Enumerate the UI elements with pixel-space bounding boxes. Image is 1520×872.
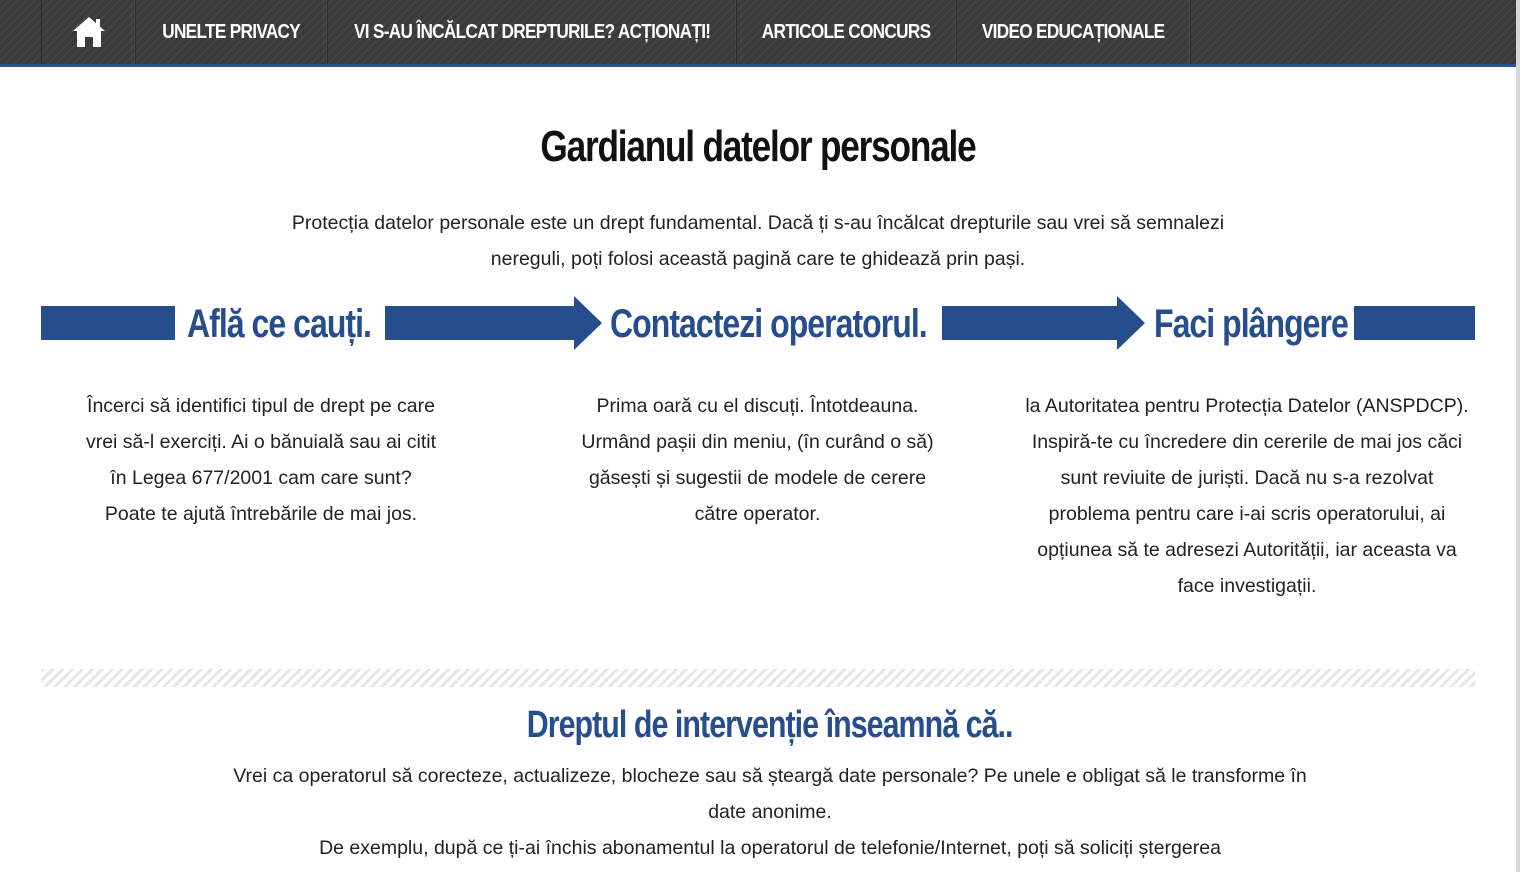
step-arrow-2-bar	[942, 306, 1118, 340]
nav-item-label: VIDEO EDUCAȚIONALE	[982, 20, 1165, 43]
section-paragraph-2: De exemplu, după ce ți-ai închis abonamentul la operatorul de telefonie/Internet, poți să soliciți ștergerea	[319, 837, 1221, 859]
section-paragraph-1: Vrei ca operatorul să corecteze, actualizeze, blocheze sau să șteargă date personale? Pe unele e obligat să le transforme în date anonime.	[233, 765, 1307, 823]
step-title-text: Faci plângere	[1154, 301, 1348, 346]
scrollbar[interactable]	[1516, 0, 1520, 872]
nav-item-articole-concurs[interactable]	[737, 0, 957, 64]
step-bar-left	[41, 306, 175, 340]
step-title-text: Contactezi operatorul.	[610, 301, 927, 346]
nav-menu	[41, 0, 1191, 64]
section-divider	[41, 669, 1475, 687]
step-arrow-2-icon	[1117, 296, 1145, 350]
home-icon	[70, 14, 108, 50]
top-navigation	[0, 0, 1520, 67]
section-title-text: Dreptul de intervenție înseamnă că..	[527, 704, 1013, 746]
nav-item-label: VI S-AU ÎNCĂLCAT DREPTURILE? ACȚIONAȚI!	[353, 20, 711, 43]
page-title-text: Gardianul datelor personale	[540, 122, 976, 171]
step-text-1: Încerci să identifici tipul de drept pe care vrei să-l exerciți. Ai o bănuială sau ai citit în Legea 677/2001 cam care sunt? Poate te ajută întrebările de mai jos.	[85, 395, 437, 525]
step-title-1	[187, 298, 417, 350]
step-bar-right	[1354, 306, 1475, 340]
home-button[interactable]	[42, 0, 136, 64]
step-text-3: la Autoritatea pentru Protecția Datelor (ANSPDCP). Inspiră-te cu încredere din cererile de mai jos căci sunt reviuite de juriști. Dacă nu s-a rezolvat problema pentru care i-ai scris operatorului, ai opțiunea să te adresezi Autorității, iar aceasta va face investigații.	[1025, 395, 1469, 597]
nav-item-label: ARTICOLE CONCURS	[762, 20, 931, 43]
section-title	[0, 704, 1520, 747]
intro-text: Protecția datelor personale este un drept fundamental. Dacă ți s-au încălcat drepturile sau vrei să semnalezi nereguli, poți folosi această pagină care te ghidează prin pași.	[291, 212, 1225, 270]
step-text-2: Prima oară cu el discuți. Întotdeauna. Urmând pașii din meniu, (în curând o să) găsești și sugestii de modele de cerere către operator.	[581, 395, 934, 525]
step-arrow-1-icon	[574, 296, 602, 350]
section-text	[220, 758, 1320, 866]
nav-item-unelte-privacy[interactable]	[136, 0, 328, 64]
steps-banner	[0, 296, 1520, 352]
nav-item-drepturi-incalcate[interactable]	[328, 0, 737, 64]
nav-item-video-educationale[interactable]	[957, 0, 1191, 64]
nav-item-label: UNELTE PRIVACY	[162, 20, 301, 43]
page-title	[0, 122, 1516, 172]
step-arrow-1-bar	[385, 306, 575, 340]
step-title-text: Află ce cauți.	[187, 301, 371, 346]
